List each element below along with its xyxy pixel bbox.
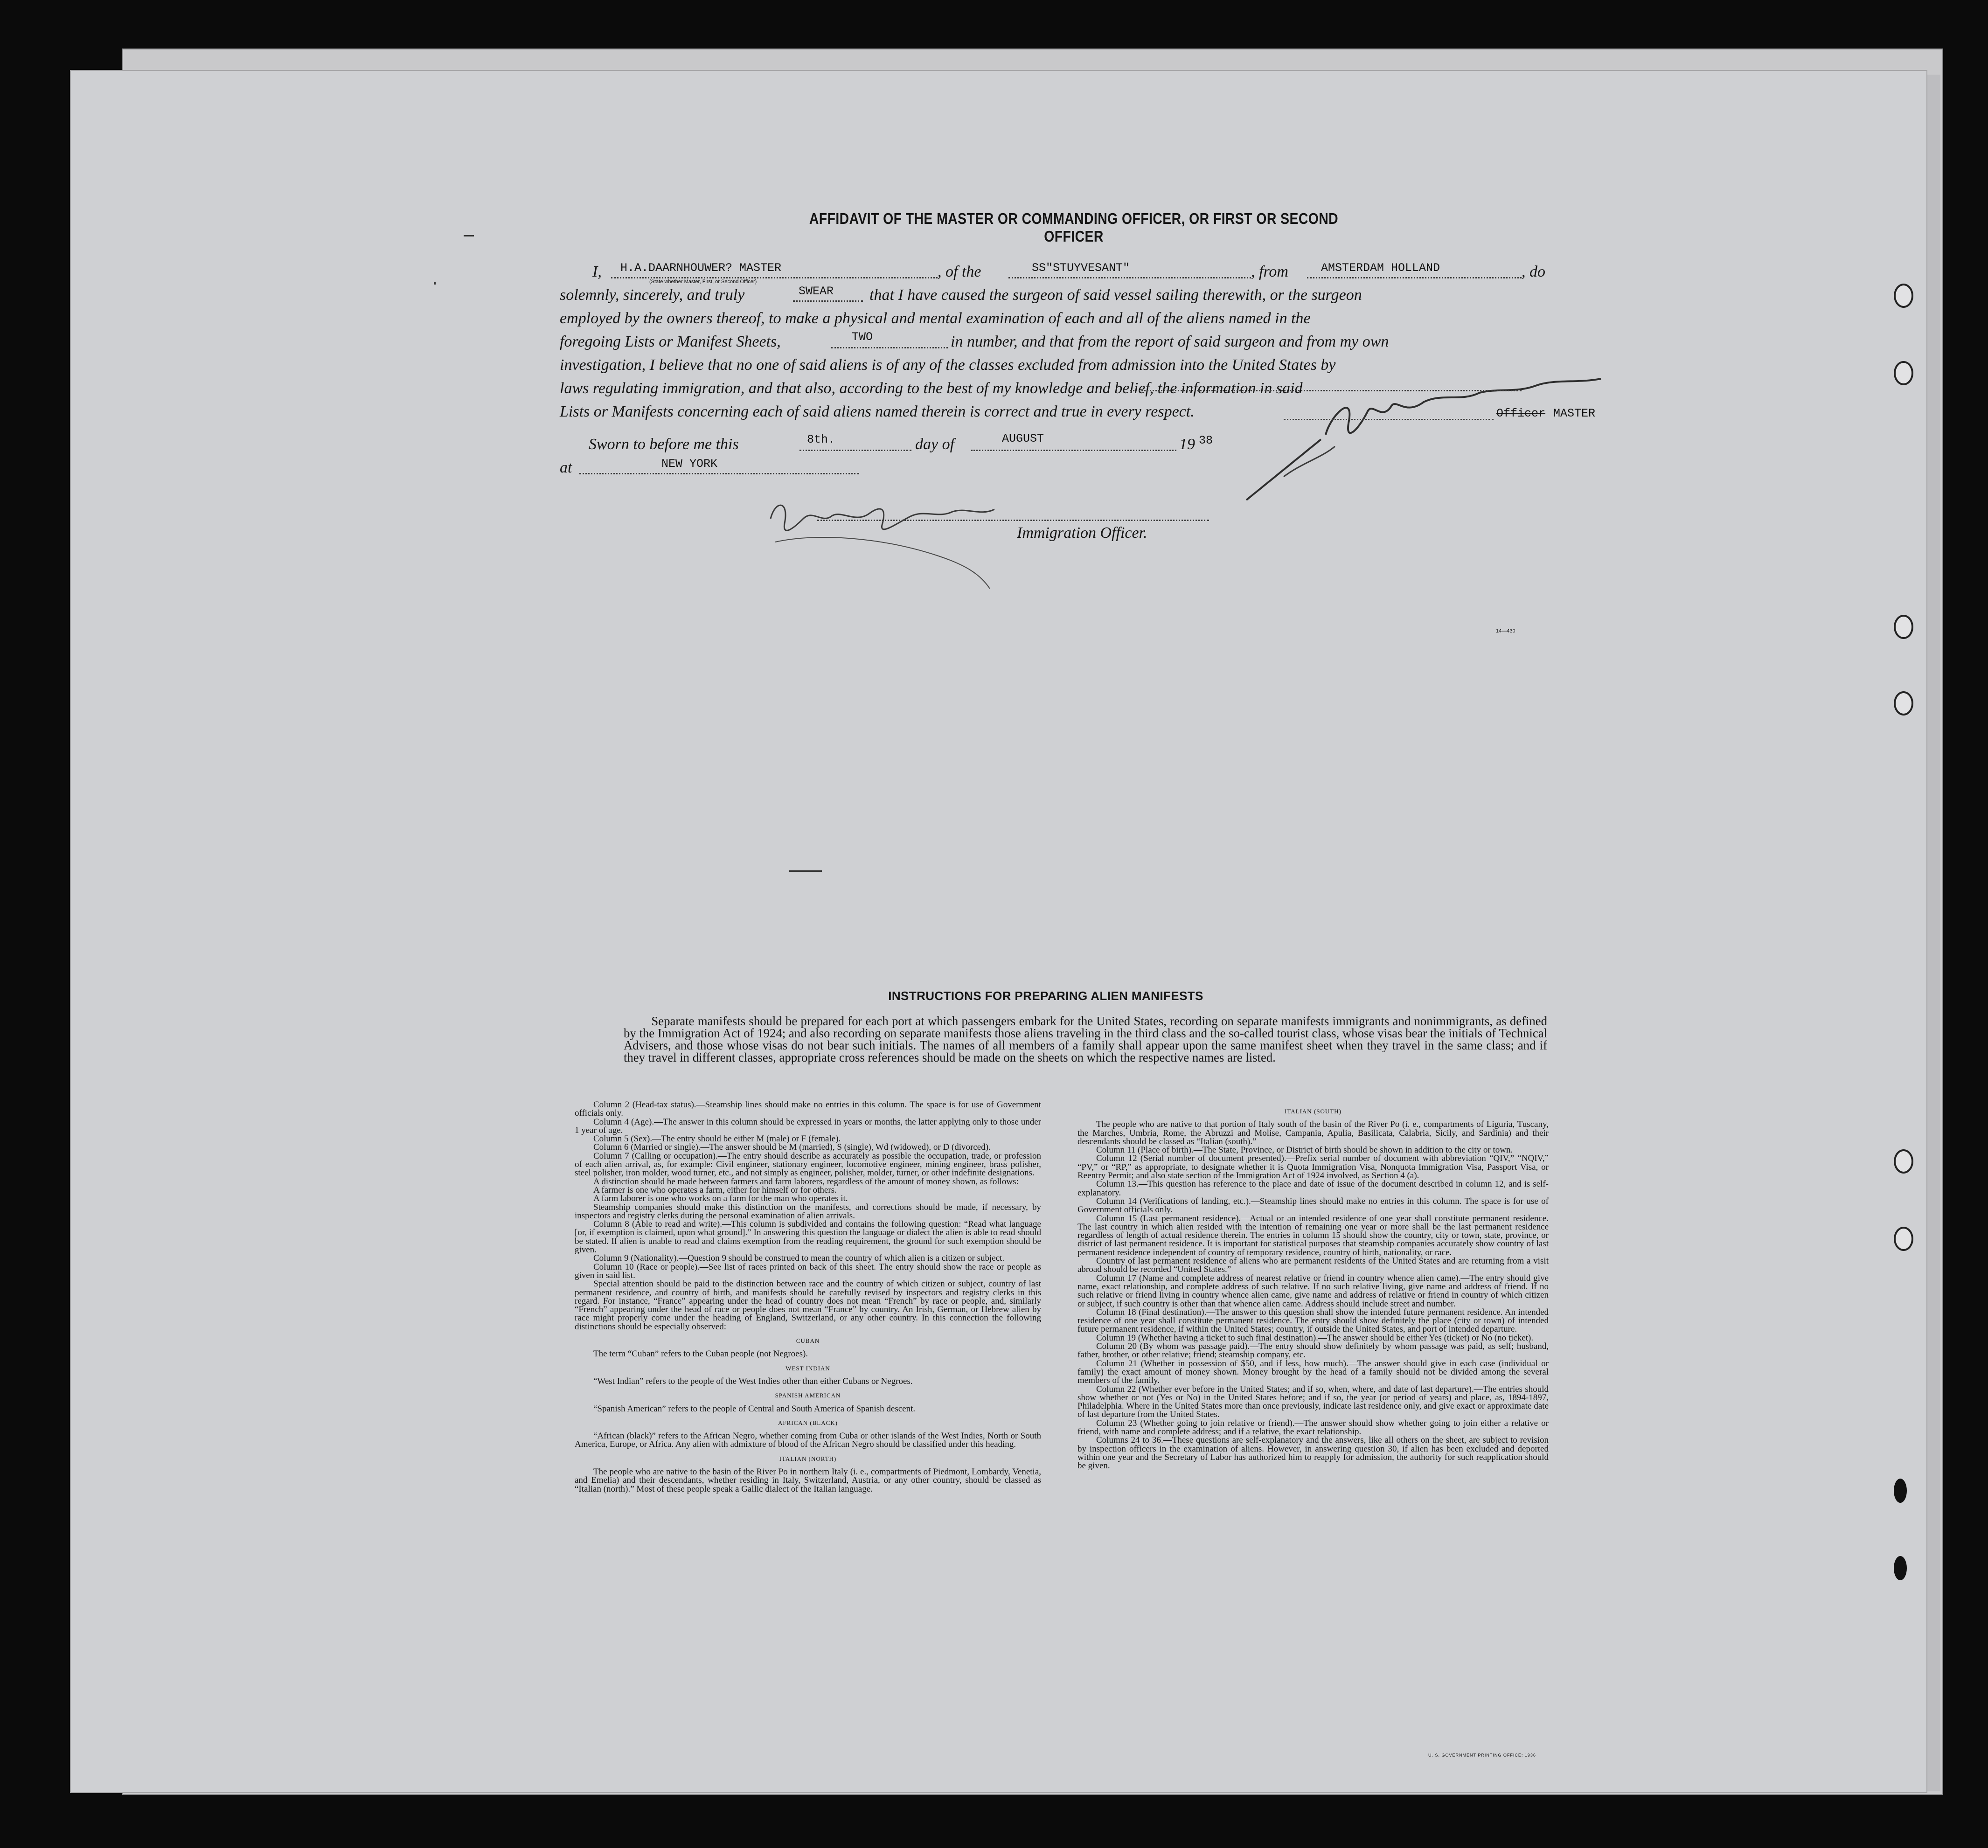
instruction-paragraph: A distinction should be made between farmers and farm laborers, regardless of the amount of money shown, as follows:	[593, 1176, 1019, 1187]
line2-pre: solemnly, sincerely, and truly	[560, 286, 745, 304]
line1-mid1: , of the	[938, 263, 981, 280]
binder-hole	[1894, 361, 1913, 385]
form-number: 14—430	[1496, 628, 1515, 634]
instruction-paragraph: Column 21 (Whether in possession of $50, and if less, how much).—The answer should give in each case (individual or family) the exact amount of money shown. Money brought by the head of a family should not be divided among the several members of the family.	[1077, 1358, 1549, 1386]
instruction-paragraph: Column 20 (By whom was passage paid).—The entry should show definitely by whom passage was paid, as self; husband, father, brother, or other relative; friend; steamship company, etc.	[1077, 1341, 1549, 1360]
instruction-paragraph: Column 14 (Verifications of landing, etc.).—Steamship lines should make no entries in this column. The space is for use of Government officials only.	[1077, 1196, 1549, 1215]
sheets-field-line	[831, 347, 948, 348]
african-text: “African (black)” refers to the African Negro, whether coming from Cuba or other islands of the West Indies, North or South America, Europe, or Africa. Any alien with admixture of blood of the African Negro should be classified under this heading.	[575, 1431, 1041, 1450]
instruction-paragraph: Column 10 (Race or people).—See list of races printed on back of this sheet. The entry should show the race or people as given in said list.	[575, 1262, 1041, 1280]
vessel-name: SS"STUYVESANT"	[1032, 261, 1130, 275]
master-signature	[1181, 323, 1647, 528]
speck	[464, 235, 474, 236]
instruction-paragraph: Country of last permanent residence of aliens who are permanent residents of the United States and are returning from a visit abroad should be recorded “United States.”	[1077, 1256, 1549, 1275]
instructions-intro: Separate manifests should be prepared for each port at which passengers embark for the United States, recording on separate manifests immigrants and nonimmigrants, as defined by the Immigration Act of 1924; and also recording on separate manifests those aliens traveling in the third class and the so-called tourist class, whose visas bear the initials of Technical Advisers, and those whose visas do not bear such initials. The names of all members of a family shall appear upon the same manifest sheet when they travel in the same class; and if they travel in different classes, appropriate cross references should be made on the sheets on which the respective names are listed.	[624, 1014, 1547, 1064]
line1-end: , do	[1522, 263, 1545, 280]
day-field-line	[799, 450, 911, 451]
place-field-line	[579, 473, 859, 474]
year-suffix: 38	[1199, 434, 1213, 447]
line2-post: that I have caused the surgeon of said vessel sailing therewith, or the surgeon	[869, 286, 1362, 304]
officer-signature-line	[817, 520, 1209, 521]
departure-port: AMSTERDAM HOLLAND	[1321, 261, 1440, 275]
instruction-paragraph: Column 8 (Able to read and write).—This column is subdivided and contains the following question: “Read what language [or, if exemption is claimed, upon what ground].” In answering this question the language or dialect the alien is able to read should be stated. If alien is unable to read and claims exemption from the reading requirement, the ground for such exemption should be given.	[575, 1219, 1041, 1255]
speck	[434, 282, 436, 285]
officer-signature	[761, 491, 1078, 593]
binder-hole	[1894, 615, 1913, 639]
west-indian-text: “West Indian” refers to the people of the West Indies other than either Cubans or Negroes.	[593, 1376, 913, 1386]
oath-field-line	[793, 300, 863, 302]
affidavit-line5: investigation, I believe that no one of said aliens is of any of the classes excluded from admission into the United States by	[560, 356, 1336, 374]
printer-note: U. S. GOVERNMENT PRINTING OFFICE: 1936	[1428, 1753, 1536, 1758]
line1-mid2: , from	[1251, 263, 1288, 280]
instructions-title: INSTRUCTIONS FOR PREPARING ALIEN MANIFESTS	[888, 989, 1203, 1003]
instruction-paragraph: Column 6 (Married or single).—The answer should be M (married), S (single), Wd (widowed), or D (divorced).	[593, 1142, 991, 1153]
italian-south-heading: ITALIAN (SOUTH)	[1285, 1108, 1342, 1115]
instruction-paragraph: Column 5 (Sex).—The entry should be either M (male) or F (female).	[593, 1134, 841, 1144]
instruction-paragraph: Column 2 (Head-tax status).—Steamship lines should make no entries in this column. The space is for use of Government officials only.	[575, 1100, 1041, 1119]
oath-word: SWEAR	[799, 285, 834, 298]
affidavit-line3: employed by the owners thereof, to make a physical and mental examination of each and all of the aliens named in the	[560, 310, 1311, 327]
binder-hole	[1894, 1556, 1907, 1580]
instruction-paragraph: The people who are native to that portion of Italy south of the basin of the River Po (i. e., compartments of Liguria, Tuscany, the Marches, Umbria, Rome, the Abruzzi and Molise, Campania, Apulia, Basilicata, Calabria, Sicily, and Sardinia) and their descendants should be classed as “Italian (south).”	[1077, 1119, 1549, 1146]
cuban-text: The term “Cuban” refers to the Cuban people (not Negroes).	[593, 1349, 808, 1359]
line4-pre: foregoing Lists or Manifest Sheets,	[560, 333, 781, 350]
instructions-left-column	[575, 1101, 1041, 1494]
instruction-paragraph: Column 19 (Whether having a ticket to such final destination).—The answer should be either Yes (ticket) or No (no ticket).	[1096, 1333, 1534, 1343]
binder-hole	[1894, 1479, 1907, 1503]
affidavit-line6: laws regulating immigration, and that also, according to the best of my knowledge and belief, the information in said	[560, 380, 1303, 397]
instruction-paragraph: Special attention should be paid to the distinction between race and the country of which citizen or subject, country of last permanent residence, and country of birth, and manifests should be carefully revised by inspectors and registry clerks in this regard. For instance, “France” appearing under the head of country does not mean “French” by race or people, and, similarly “French” appearing under the head of race or people does not mean “France” by country. An Irish, German, or Hebrew alien by race might properly come under the heading of England, Switzerland, or any other country. In this connection the following distinctions should be especially observed:	[575, 1279, 1041, 1332]
spanish-american-heading: SPANISH AMERICAN	[775, 1392, 841, 1399]
instruction-paragraph: Column 7 (Calling or occupation).—The entry should describe as accurately as possible the occupation, trade, or profession of each alien arrival, as, for example: Civil engineer, stationary engineer, locomotive engineer, mining engineer, brass polisher, steel polisher, iron molder, wood turner, etc., and not simply as engineer, polisher, molder, turner, or other indefinite designations.	[575, 1151, 1041, 1178]
west-indian-heading: WEST INDIAN	[785, 1364, 830, 1372]
year-prefix: 19	[1179, 436, 1195, 453]
instruction-paragraph: A farm laborer is one who works on a farm for the man who operates it.	[593, 1194, 848, 1204]
line4-post: in number, and that from the report of said surgeon and from my own	[951, 333, 1389, 350]
instruction-paragraph: Column 4 (Age).—The answer in this column should be expressed in years or months, the latter applying only to those under 1 year of age.	[575, 1117, 1041, 1135]
struck-title: Officer	[1496, 407, 1546, 420]
instructions-right-column	[1077, 1102, 1549, 1470]
binder-hole	[1894, 691, 1913, 716]
binder-hole	[1894, 284, 1913, 308]
binder-hole	[1894, 1227, 1913, 1251]
instruction-paragraph: Steamship companies should make this distinction on the manifests, and corrections should be made, if necessary, by inspectors and registry clerks during the personal examination of alien arrivals.	[575, 1202, 1041, 1221]
italian-north-text: The people who are native to the basin of the River Po in northern Italy (i. e., compartments of Piedmont, Lombardy, Venetia, and Emelia) and their descendants, whether residing in Italy, Switzerland, Austria, or any other country, should be classed as “Italian (north).” Most of these people speak a Gallic dialect of the Italian language.	[575, 1466, 1041, 1494]
name-field-line	[611, 277, 938, 278]
instruction-paragraph: Columns 24 to 36.—These questions are self-explanatory and the answers, like all others on the sheet, are subject to revision by inspection officers in the examination of aliens. However, in answering question 30, if alien has been excluded and deported within one year and the Secretary of Labor has authorized him to reapply for admission, the authority for such reapplication should be given.	[1077, 1435, 1549, 1471]
instruction-paragraph: Column 9 (Nationality).—Question 9 should be construed to mean the country of which alien is a citizen or subject.	[593, 1253, 1005, 1264]
title-line	[1284, 419, 1494, 420]
african-heading: AFRICAN (BLACK)	[778, 1419, 838, 1426]
sworn-mid: day of	[915, 436, 955, 453]
instruction-paragraph: Column 11 (Place of birth).—The State, Province, or District of birth should be shown in addition to the city or town.	[1096, 1145, 1513, 1155]
speck	[789, 870, 822, 872]
spanish-american-text: “Spanish American” refers to the people of Central and South America of Spanish descent.	[593, 1403, 916, 1414]
instruction-paragraph: Column 12 (Serial number of document presented).—Prefix serial number of document with abbreviation “QIV,” “NQIV,” “PV,” or “RP,” as appropriate, to designate whether it is Quota Immigration Visa, Nonquota Immigration Visa, Passport Visa, or Reentry Permit; and also state section of the Immigration Act of 1924 involved, as Section 4 (a).	[1077, 1153, 1549, 1181]
binder-hole	[1894, 1149, 1913, 1174]
affidavit-title: AFFIDAVIT OF THE MASTER OR COMMANDING OFFICER, OR FIRST OR SECOND OFFICER	[809, 210, 1339, 245]
italian-north-heading: ITALIAN (NORTH)	[779, 1455, 837, 1462]
at-label: at	[560, 459, 572, 476]
signer-title: MASTER	[1553, 407, 1596, 420]
cuban-heading: CUBAN	[796, 1337, 820, 1345]
month-field-line	[971, 450, 1176, 451]
instruction-paragraph: Column 22 (Whether ever before in the United States; and if so, when, where, and date of last departure).—The entries should show whether or not (Yes or No) in the United States before; and if so, the year (or period of years) and place, as, 1894-1897, Philadelphia. Where in the United States more than once previously, indicate last residence only, and give exact or approximate date of last departure from the United States.	[1077, 1384, 1549, 1420]
signature-line	[1130, 390, 1522, 391]
affidavit-line7: Lists or Manifests concerning each of said aliens named therein is correct and true in every respect.	[560, 403, 1195, 420]
officer-label: Immigration Officer.	[1017, 524, 1147, 542]
instruction-paragraph: A farmer is one who operates a farm, either for himself or for others.	[593, 1185, 837, 1195]
sheet-count: TWO	[852, 330, 873, 344]
instruction-paragraph: Column 15 (Last permanent residence).—Actual or an intended residence of one year shall constitute permanent residence. The last country in which alien resided with the intention of remaining one year or more shall be the last permanent residence regardless of length of actual residence therein. The entries in column 15 should show the country, city or town, state, province, or district of last permanent residence. It is important for statistical purposes that steamship companies accurately show country of last permanent residence independent of country of temporary residence, country of birth, nationality, or race.	[1077, 1213, 1549, 1257]
sworn-day: 8th.	[807, 433, 835, 446]
vessel-field-line	[1008, 277, 1251, 278]
instruction-paragraph: Column 17 (Name and complete address of nearest relative or friend in country whence alien came).—The entry should give name, exact relationship, and complete address of such relative. If no such relative living, give name and address of friend. If no such relative or friend living in country whence alien came, give name and address of relative or friend in country of which citizen or subject, if such country is other than that whence alien came. Address should include street and number.	[1077, 1273, 1549, 1309]
sworn-pre: Sworn to before me this	[589, 436, 739, 453]
instruction-paragraph: Column 23 (Whether going to join relative or friend).—The answer should show whether going to join either a relative or friend, with name and complete address; and if a relative, the exact relationship.	[1077, 1418, 1549, 1437]
port-field-line	[1307, 277, 1522, 278]
master-name: H.A.DAARNHOUWER? MASTER	[620, 261, 782, 275]
sworn-month: AUGUST	[1002, 432, 1044, 445]
instruction-paragraph: Column 18 (Final destination).—The answer to this question shall show the intended future permanent residence. An intended residence of one year shall constitute permanent residence. The entry should show definitely the place (city or town) of intended future permanent residence, if within the United States; country, if outside the United States, and port of intended departure.	[1077, 1307, 1549, 1334]
instruction-paragraph: Column 13.—This question has reference to the place and date of issue of the document described in column 12, and is self-explanatory.	[1077, 1179, 1549, 1198]
line1-pre: I,	[592, 263, 602, 280]
name-note: (State whether Master, First, or Second Officer)	[649, 279, 757, 285]
sworn-place: NEW YORK	[661, 457, 718, 471]
manifest-page	[71, 71, 1926, 1792]
